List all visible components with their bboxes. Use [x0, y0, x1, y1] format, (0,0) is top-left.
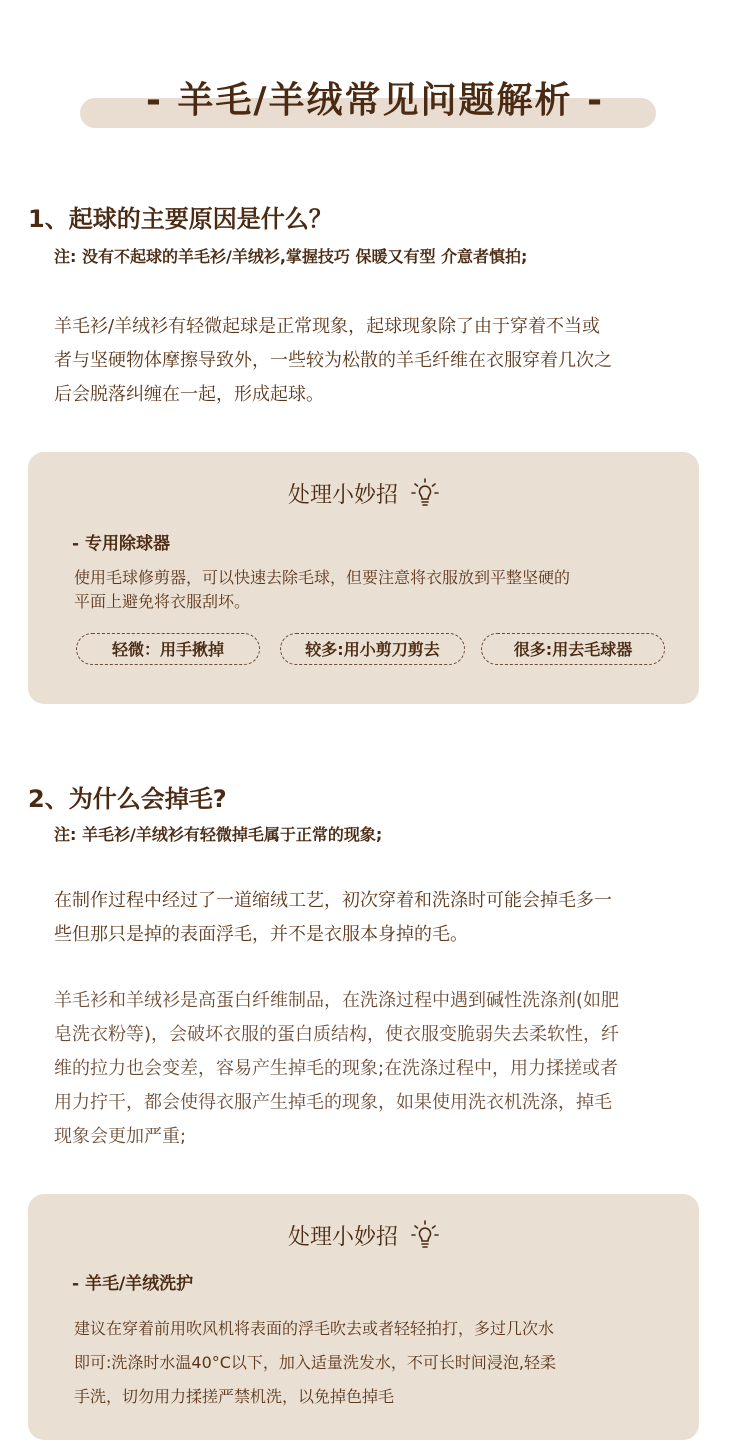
paragraph-line: 皂洗衣粉等)，会破坏衣服的蛋白质结构，使衣服变脆弱失去柔软性，纤: [54, 1024, 620, 1045]
section2-paragraph-2: [54, 984, 714, 1154]
tip-text-line: 即可:洗涤时水温40°C以下，加入适量洗发水，不可长时间浸泡,轻柔: [74, 1353, 557, 1372]
section1-note: 注: 没有不起球的羊毛衫/羊绒衫,掌握技巧 保暖又有型 介意者慎拍;: [54, 247, 528, 266]
tip-pill-heavy: 很多:用去毛球器: [481, 633, 665, 665]
tip-text-line: 平面上避免将衣服刮坏。: [74, 592, 251, 611]
tip-card-text: [74, 1312, 674, 1414]
tip-text-line: 手洗，切勿用力揉搓严禁机洗，以免掉色掉毛: [74, 1387, 395, 1406]
lightbulb-icon: [411, 1220, 439, 1250]
lightbulb-icon: [411, 478, 439, 508]
section1-paragraph: [54, 310, 714, 412]
paragraph-line: 现象会更加严重;: [54, 1126, 187, 1147]
paragraph-line: 维的拉力也会变差，容易产生掉毛的现象;在洗涤过程中，用力揉搓或者: [54, 1058, 619, 1079]
paragraph-line: 些但那只是掉的表面浮毛，并不是衣服本身掉的毛。: [54, 924, 468, 945]
paragraph-line: 者与坚硬物体摩擦导致外，一些较为松散的羊毛纤维在衣服穿着几次之: [54, 350, 612, 371]
section1-title: 1、起球的主要原因是什么？: [28, 205, 333, 233]
tip-text-line: 使用毛球修剪器，可以快速去除毛球，但要注意将衣服放到平整坚硬的: [74, 568, 571, 587]
section2-paragraph-1: [54, 884, 714, 952]
tip-card-2: [28, 1194, 699, 1440]
tip-card-title-text: 处理小妙招: [287, 483, 398, 508]
paragraph-line: 用力拧干，都会使得衣服产生掉毛的现象，如果使用洗衣机洗涤，掉毛: [54, 1092, 612, 1113]
paragraph-line: 后会脱落纠缠在一起，形成起球。: [54, 384, 324, 405]
tip-pill-light: 轻微：用手揪掉: [76, 633, 260, 665]
tip-card-title-text: 处理小妙招: [287, 1225, 398, 1250]
tip-card-title: [28, 1220, 699, 1253]
tip-card-text: [74, 566, 674, 614]
tip-card-subtitle: - 专用除球器: [72, 534, 170, 554]
paragraph-line: 在制作过程中经过了一道缩绒工艺，初次穿着和洗涤时可能会掉毛多一: [54, 890, 612, 911]
paragraph-line: 羊毛衫/羊绒衫有轻微起球是正常现象，起球现象除了由于穿着不当或: [54, 316, 601, 337]
section2-title: 2、为什么会掉毛?: [28, 785, 227, 813]
tip-pill-medium: 较多:用小剪刀剪去: [280, 633, 465, 665]
page-header: [0, 78, 750, 132]
tip-text-line: 建议在穿着前用吹风机将表面的浮毛吹去或者轻轻拍打，多过几次水: [74, 1319, 555, 1338]
section2-note: 注: 羊毛衫/羊绒衫有轻微掉毛属于正常的现象;: [54, 825, 383, 844]
paragraph-line: 羊毛衫和羊绒衫是高蛋白纤维制品，在洗涤过程中遇到碱性洗涤剂(如肥: [54, 990, 620, 1011]
tip-card-title: [28, 478, 699, 511]
tip-card-subtitle: - 羊毛/羊绒洗护: [72, 1274, 194, 1294]
tip-card-1: [28, 452, 699, 704]
page-title: - 羊毛/羊绒常见问题解析 -: [145, 80, 605, 121]
